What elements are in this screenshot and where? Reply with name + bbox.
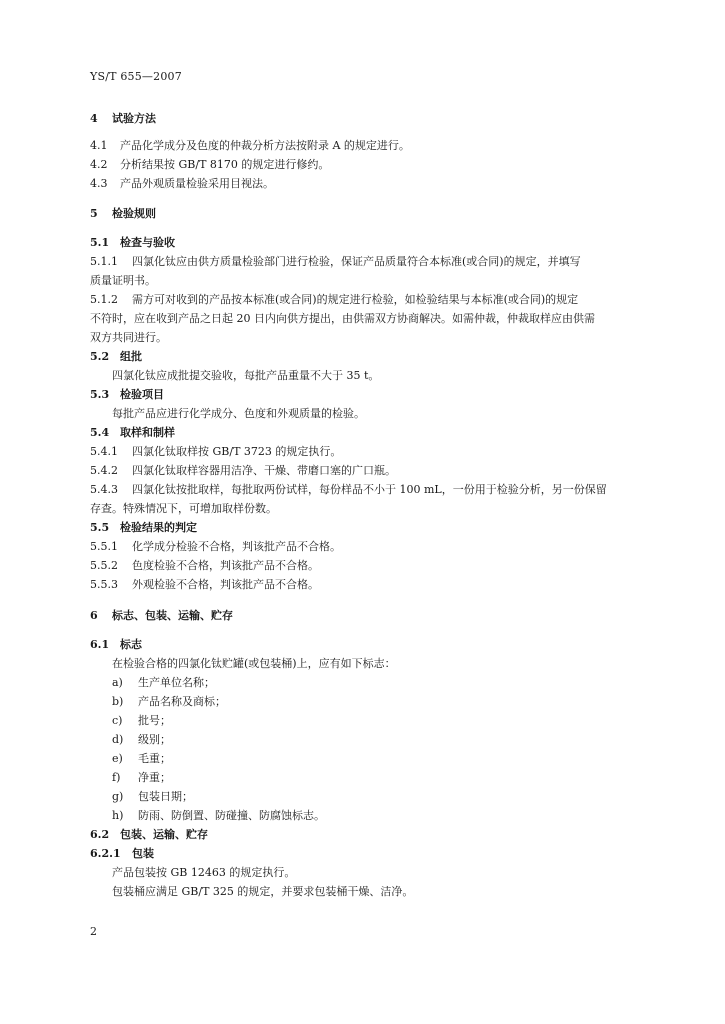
item-text: 包装日期； (138, 790, 193, 803)
clause-title: 包装、运输、贮存 (120, 828, 208, 841)
section-title: 检验规则 (112, 207, 156, 220)
mark-item-d (90, 730, 650, 749)
item-text: 批号； (138, 714, 171, 727)
clause-6-1-heading (90, 635, 650, 654)
clause-text: 四氯化钛应由供方质量检验部门进行检验，保证产品质量符合本标准(或合同)的规定，并填写 (132, 255, 581, 268)
clause-number: 6.2.1 (90, 847, 121, 860)
clause-number: 5.5.1 (90, 540, 118, 553)
clause-5-1-1-cont: 质量证明书。 (90, 274, 156, 287)
clause-number: 4.3 (90, 177, 108, 190)
clause-number: 5.1.2 (90, 293, 118, 306)
clause-6-2-1-line-2: 包装桶应满足 GB/T 325 的规定，并要求包装桶干燥、洁净。 (112, 885, 414, 898)
clause-5-4-2 (90, 461, 650, 480)
page-number: 2 (90, 925, 97, 938)
clause-text: 需方可对收到的产品按本标准(或合同)的规定进行检验，如检验结果与本标准(或合同)的规定 (132, 293, 579, 306)
document-body (90, 109, 650, 901)
section-6-heading (90, 606, 650, 625)
section-number: 6 (90, 609, 98, 622)
clause-text: 产品化学成分及色度的仲裁分析方法按附录 A 的规定进行。 (120, 139, 410, 152)
clause-5-1-2-cont-1: 不符时，应在收到产品之日起 20 日内向供方提出，由供需双方协商解决。如需仲裁，仲裁取样应由供需 (90, 312, 595, 325)
clause-4-3 (90, 174, 650, 193)
clause-title: 取样和制样 (120, 426, 175, 439)
clause-title: 包装 (132, 847, 154, 860)
clause-6-2-heading (90, 825, 650, 844)
clause-5-2-body: 四氯化钛应成批提交验收，每批产品重量不大于 35 t。 (112, 369, 380, 382)
clause-title: 组批 (120, 350, 142, 363)
clause-text: 四氯化钛取样按 GB/T 3723 的规定执行。 (132, 445, 342, 458)
mark-item-f (90, 768, 650, 787)
section-4-heading (90, 109, 650, 128)
clause-4-2 (90, 155, 650, 174)
clause-5-2-heading (90, 347, 650, 366)
item-label: f) (112, 771, 121, 784)
clause-text: 产品外观质量检验采用目视法。 (120, 177, 274, 190)
clause-5-4-3-cont: 存查。特殊情况下，可增加取样份数。 (90, 502, 277, 515)
clause-number: 5.3 (90, 388, 110, 401)
mark-item-h (90, 806, 650, 825)
clause-number: 5.2 (90, 350, 110, 363)
clause-5-3-heading (90, 385, 650, 404)
mark-item-e (90, 749, 650, 768)
clause-5-4-heading (90, 423, 650, 442)
item-label: e) (112, 752, 123, 765)
clause-text: 分析结果按 GB/T 8170 的规定进行修约。 (120, 158, 330, 171)
clause-5-4-3 (90, 480, 650, 499)
section-number: 5 (90, 207, 98, 220)
clause-title: 检查与验收 (120, 236, 175, 249)
clause-number: 5.4.3 (90, 483, 118, 496)
clause-number: 5.1 (90, 236, 110, 249)
item-label: b) (112, 695, 124, 708)
item-text: 产品名称及商标； (138, 695, 226, 708)
clause-6-1-intro: 在检验合格的四氯化钛贮罐(或包装桶)上，应有如下标志： (112, 657, 396, 670)
clause-title: 标志 (120, 638, 142, 651)
clause-number: 5.5.2 (90, 559, 118, 572)
clause-title: 检验项目 (120, 388, 164, 401)
clause-number: 4.1 (90, 139, 108, 152)
item-text: 级别； (138, 733, 171, 746)
mark-item-c (90, 711, 650, 730)
clause-text: 外观检验不合格，判该批产品不合格。 (132, 578, 319, 591)
clause-text: 四氯化钛按批取样，每批取两份试样，每份样品不小于 100 mL，一份用于检验分析，另一份保留 (132, 483, 607, 496)
mark-item-a (90, 673, 650, 692)
clause-number: 5.4 (90, 426, 110, 439)
mark-item-b (90, 692, 650, 711)
standard-code-header: YS/T 655—2007 (90, 70, 182, 83)
clause-5-5-2 (90, 556, 650, 575)
clause-text: 四氯化钛取样容器用洁净、干燥、带磨口塞的广口瓶。 (132, 464, 396, 477)
clause-number: 5.4.2 (90, 464, 118, 477)
clause-4-1 (90, 136, 650, 155)
clause-number: 5.4.1 (90, 445, 118, 458)
item-text: 净重； (138, 771, 171, 784)
clause-6-2-1-heading (90, 844, 650, 863)
item-text: 防雨、防倒置、防碰撞、防腐蚀标志。 (138, 809, 325, 822)
clause-5-5-3 (90, 575, 650, 594)
clause-number: 5.1.1 (90, 255, 118, 268)
clause-5-1-heading (90, 233, 650, 252)
clause-number: 6.1 (90, 638, 110, 651)
clause-5-3-body: 每批产品应进行化学成分、色度和外观质量的检验。 (112, 407, 365, 420)
clause-number: 5.5 (90, 521, 110, 534)
clause-text: 化学成分检验不合格，判该批产品不合格。 (132, 540, 341, 553)
clause-5-4-1 (90, 442, 650, 461)
clause-6-2-1-line-1: 产品包装按 GB 12463 的规定执行。 (112, 866, 296, 879)
clause-number: 6.2 (90, 828, 110, 841)
item-label: h) (112, 809, 124, 822)
section-title: 试验方法 (112, 112, 156, 125)
section-5-heading (90, 204, 650, 223)
item-label: d) (112, 733, 124, 746)
clause-5-1-1 (90, 252, 650, 271)
clause-5-1-2 (90, 290, 650, 309)
clause-text: 色度检验不合格，判该批产品不合格。 (132, 559, 319, 572)
item-label: c) (112, 714, 123, 727)
item-text: 毛重； (138, 752, 171, 765)
clause-number: 4.2 (90, 158, 108, 171)
item-label: g) (112, 790, 124, 803)
clause-5-5-heading (90, 518, 650, 537)
clause-5-5-1 (90, 537, 650, 556)
clause-title: 检验结果的判定 (120, 521, 197, 534)
item-label: a) (112, 676, 123, 689)
clause-number: 5.5.3 (90, 578, 118, 591)
mark-item-g (90, 787, 650, 806)
clause-5-1-2-cont-2: 双方共同进行。 (90, 331, 167, 344)
section-title: 标志、包装、运输、贮存 (112, 609, 233, 622)
item-text: 生产单位名称； (138, 676, 215, 689)
section-number: 4 (90, 112, 98, 125)
